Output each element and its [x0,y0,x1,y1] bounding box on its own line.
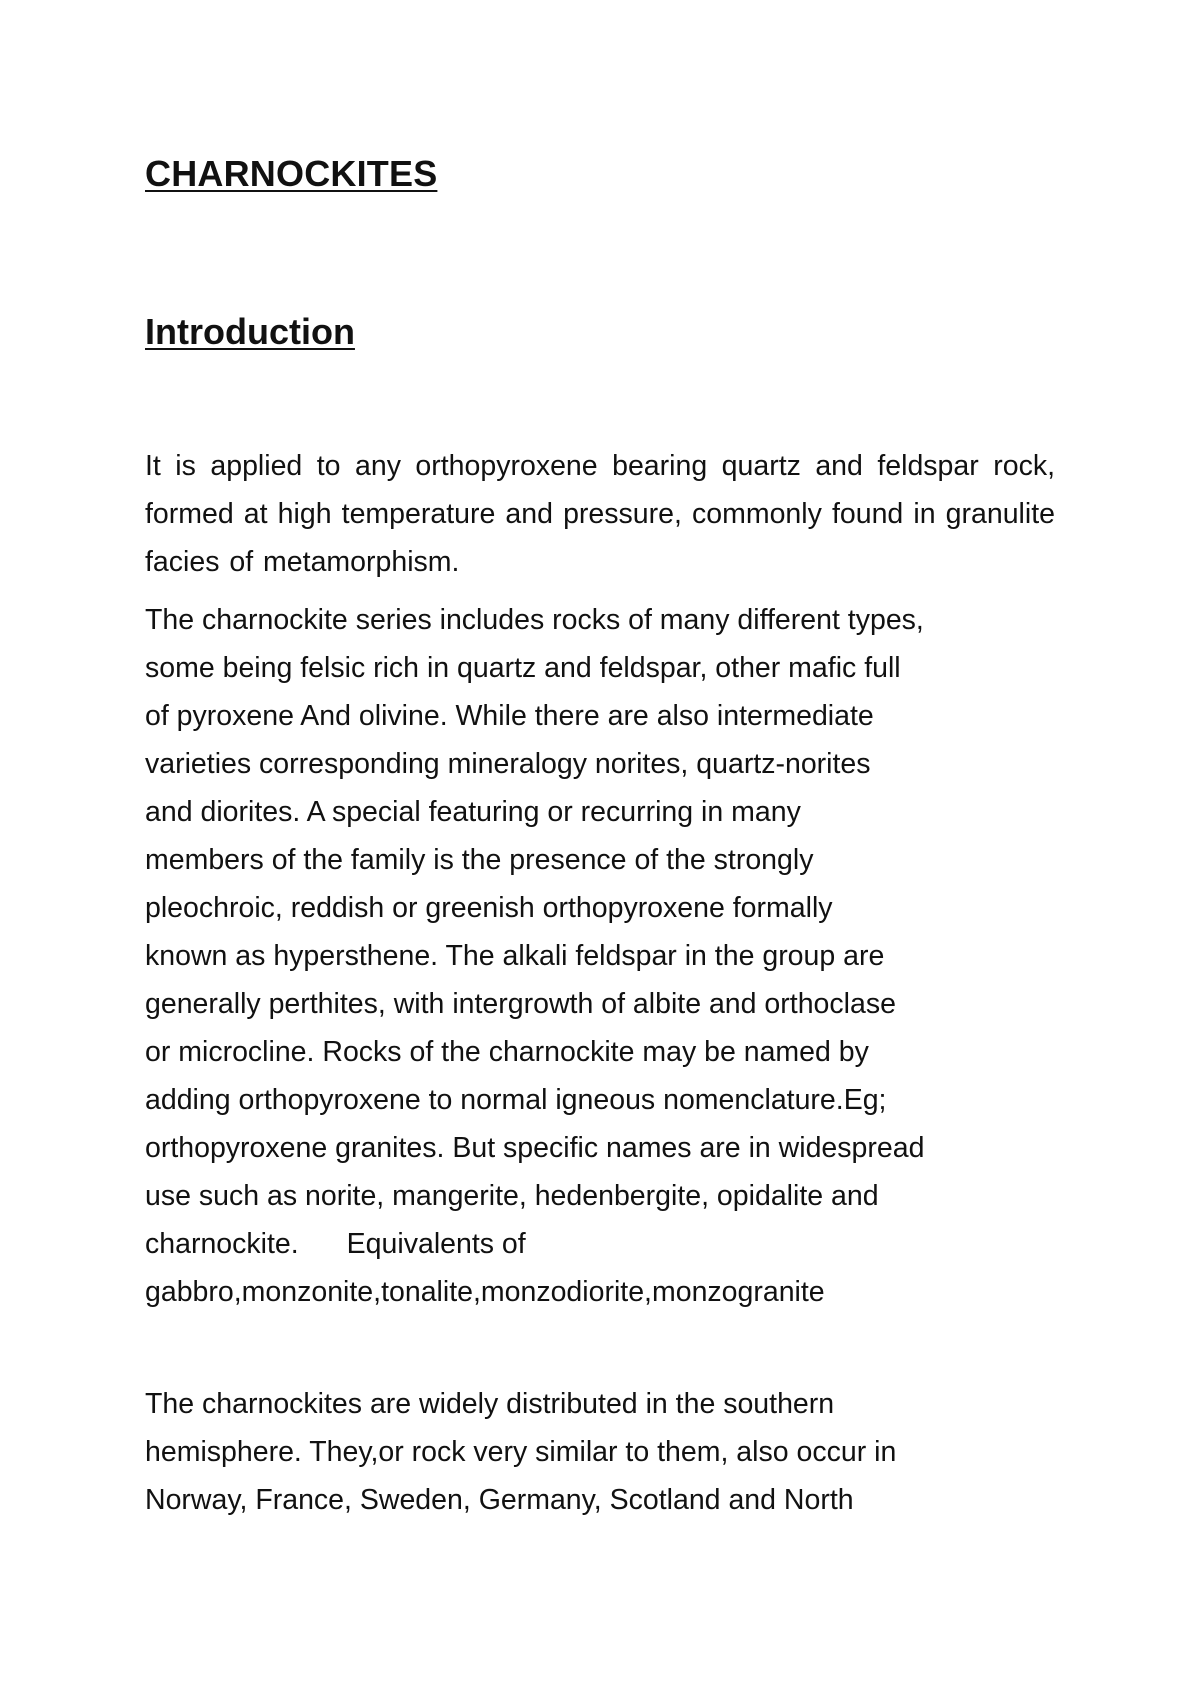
paragraph-line: generally perthites, with intergrowth of albite and orthoclase [145,988,896,1020]
paragraph-line: orthopyroxene granites. But specific names are in widespread [145,1132,925,1164]
paragraph-line: The charnockite series includes rocks of many different types, [145,604,924,636]
paragraph-line: pleochroic, reddish or greenish orthopyroxene formally [145,892,833,924]
document-title: CHARNOCKITES [145,153,438,194]
paragraph-line: known as hypersthene. The alkali feldspar in the group are [145,940,885,972]
paragraph-line-segment: charnockite. [145,1228,299,1260]
paragraph-line [145,1220,1055,1268]
document-body [145,150,1055,1524]
paragraph-line: members of the family is the presence of the strongly [145,844,814,876]
paragraph-definition: It is applied to any orthopyroxene bearing quartz and feldspar rock, formed at high temperature and pressure, commonly found in granulite facies of metamorphism. [145,450,1055,578]
section-heading-introduction: Introduction [145,311,355,352]
paragraph-line-segment: Equivalents of [346,1228,526,1260]
paragraph-line: The charnockites are widely distributed in the southern [145,1388,835,1420]
paragraph-line: and diorites. A special featuring or recurring in many [145,796,801,828]
paragraph-line: hemisphere. They,or rock very similar to them, also occur in [145,1436,897,1468]
paragraph-distribution [145,1380,1055,1524]
paragraph-line: some being felsic rich in quartz and feldspar, other mafic full [145,652,901,684]
paragraph-line: of pyroxene And olivine. While there are also intermediate [145,700,874,732]
paragraph-line: varieties corresponding mineralogy norites, quartz-norites [145,748,871,780]
paragraph-charnockite-series [145,596,1055,1316]
paragraph-line: use such as norite, mangerite, hedenbergite, opidalite and [145,1180,879,1212]
paragraph-line: adding orthopyroxene to normal igneous nomenclature.Eg; [145,1084,887,1116]
paragraph-line: gabbro,monzonite,tonalite,monzodiorite,monzogranite [145,1276,825,1308]
paragraph-line: Norway, France, Sweden, Germany, Scotland and North [145,1484,854,1516]
paragraph-line: or microcline. Rocks of the charnockite may be named by [145,1036,869,1068]
